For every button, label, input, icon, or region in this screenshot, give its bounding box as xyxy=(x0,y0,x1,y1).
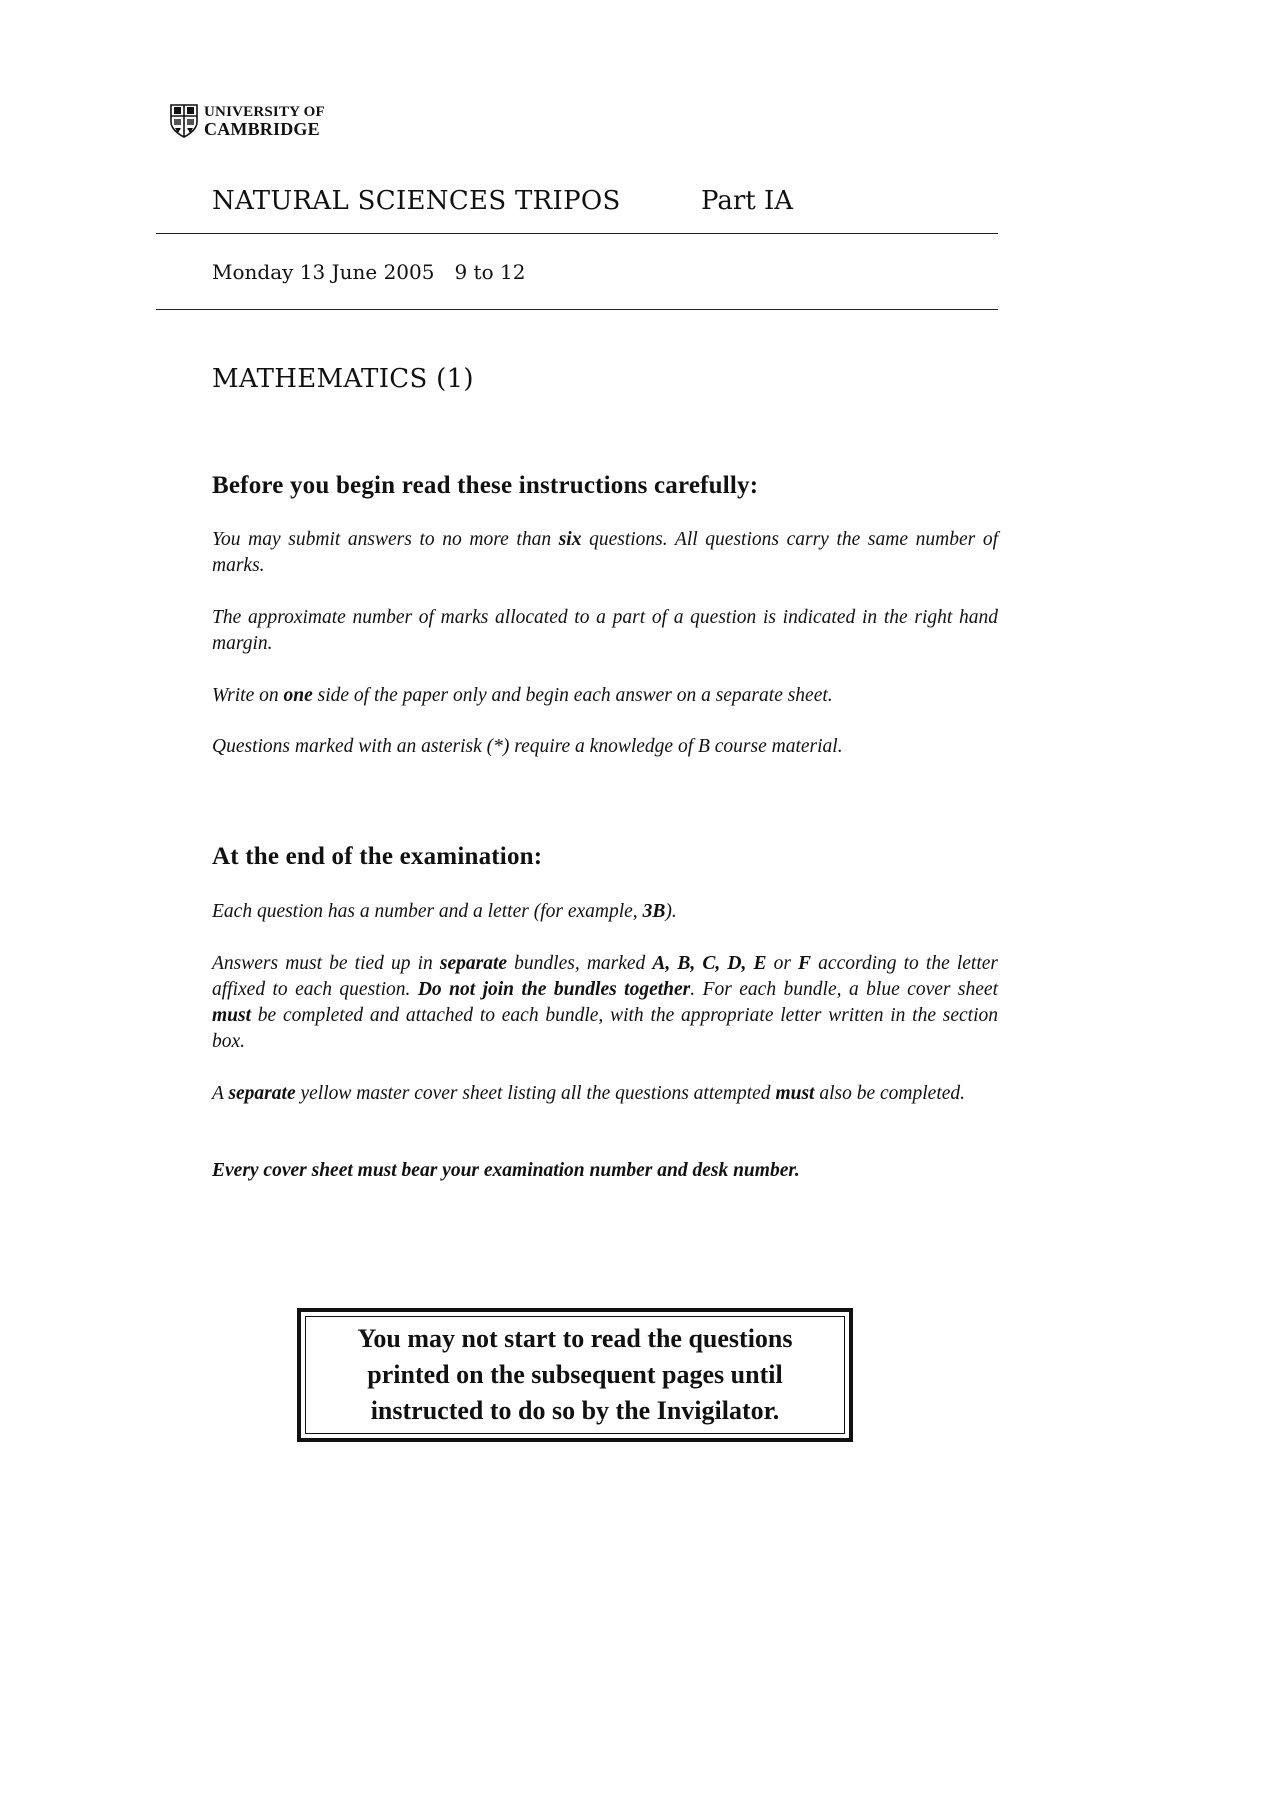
invigilator-notice-box xyxy=(297,1308,853,1442)
text-run: according to the letter affixed to each question. xyxy=(212,953,998,1000)
instruction-question-letter xyxy=(212,899,998,925)
text-run: or xyxy=(766,953,799,974)
logo-wordmark xyxy=(204,104,325,138)
notice-inner-frame xyxy=(305,1316,845,1434)
instruction-master-cover xyxy=(212,1081,998,1107)
emphasis-example: 3B xyxy=(642,901,666,922)
text-run: ). xyxy=(665,901,677,922)
text-run: bundles, marked xyxy=(507,953,653,974)
instruction-marks: The approximate number of marks allocated to a part of a question is indicated in the right hand margin. xyxy=(212,607,998,654)
tripos-title: NATURAL SCIENCES TRIPOS xyxy=(212,186,621,216)
emphasis-one: one xyxy=(283,685,313,706)
university-crest-icon xyxy=(170,104,198,138)
logo-line-1: UNIVERSITY OF xyxy=(204,104,325,120)
invigilator-notice: You may not start to read the questions printed on the subsequent pages until instructed to do so by the Invigilator. xyxy=(357,1324,793,1425)
end-heading: At the end of the examination: xyxy=(212,843,543,870)
exam-date: Monday 13 June 2005 xyxy=(212,260,435,284)
before-heading: Before you begin read these instructions carefully: xyxy=(212,472,759,499)
instruction-one-side xyxy=(212,683,998,709)
emphasis-separate: separate xyxy=(228,1083,296,1104)
exam-date-line xyxy=(212,260,525,284)
text-run: yellow master cover sheet listing all the questions attempted xyxy=(295,1083,776,1104)
emphasis-do-not-join: Do not join the bundles together xyxy=(417,979,691,1000)
text-run: You may submit answers to no more than xyxy=(212,529,559,550)
text-run: Write on xyxy=(212,685,284,706)
emphasis-six: six xyxy=(558,529,582,550)
text-run: Each question has a number and a letter (for example, xyxy=(212,901,643,922)
emphasis-letter-f: F xyxy=(798,953,812,974)
header-rule-top xyxy=(156,233,998,234)
text-run: A xyxy=(212,1083,229,1104)
text-run: side of the paper only and begin each answer on a separate sheet. xyxy=(312,685,833,706)
text-run: Answers must be tied up in xyxy=(212,953,440,974)
text-run: be completed and attached to each bundle, with the appropriate letter written in the section box. xyxy=(212,1005,998,1052)
emphasis-letters: A, B, C, D, E xyxy=(652,953,767,974)
instruction-asterisk: Questions marked with an asterisk (*) require a knowledge of B course material. xyxy=(212,736,843,757)
text-run: questions. All questions carry the same number of marks. xyxy=(212,529,998,576)
logo-line-2: CAMBRIDGE xyxy=(204,119,320,139)
instruction-cover-sheet-numbers xyxy=(212,1158,998,1184)
instruction-bundles xyxy=(212,951,998,1055)
emphasis-separate: separate xyxy=(439,953,508,974)
header-rule-bottom xyxy=(156,309,998,310)
emphasis-must: must xyxy=(212,1005,252,1026)
exam-time: 9 to 12 xyxy=(454,260,526,284)
university-logo xyxy=(170,104,325,138)
text-run: also be completed. xyxy=(814,1083,966,1104)
emphasis-every-cover-sheet: Every cover sheet must bear your examination number and desk number. xyxy=(212,1160,800,1181)
instruction-questions-limit xyxy=(212,527,998,579)
part-label: Part IA xyxy=(701,186,794,216)
emphasis-must: must xyxy=(775,1083,815,1104)
paper-subject: MATHEMATICS (1) xyxy=(212,364,474,394)
text-run: . For each bundle, a blue cover sheet xyxy=(690,979,999,1000)
